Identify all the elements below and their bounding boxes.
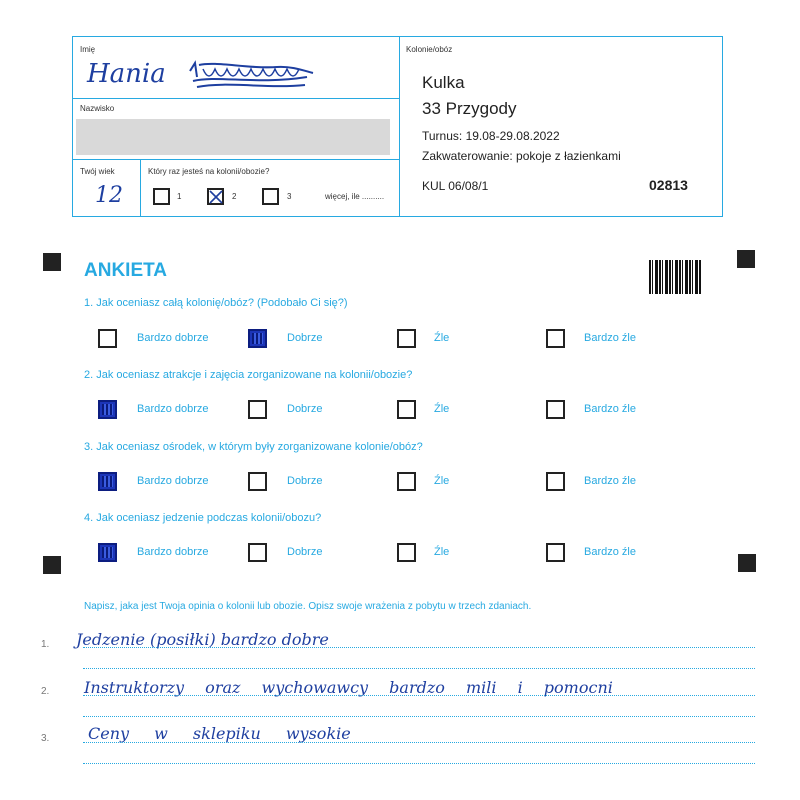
header-form (72, 36, 723, 217)
crossed-out-scribble-icon (187, 59, 317, 93)
header-divider-vertical (399, 37, 400, 216)
q4-option-2-checkbox[interactable] (248, 543, 267, 562)
age-value[interactable]: 12 (95, 183, 123, 208)
question-4-text: 4. Jak oceniasz jedzenie podczas kolonii/obozu? (84, 512, 322, 524)
q1-option-4-label: Bardzo źle (584, 332, 636, 344)
survey-title: ANKIETA (84, 260, 168, 281)
alignment-mark-bottom-right (738, 554, 756, 572)
q2-option-1-label: Bardzo dobrze (137, 403, 209, 415)
q1-option-1-label: Bardzo dobrze (137, 332, 209, 344)
header-divider-3 (140, 159, 141, 216)
q4-option-3-checkbox[interactable] (397, 543, 416, 562)
alignment-mark-bottom-left (43, 556, 61, 574)
header-divider-2 (73, 159, 399, 160)
times-checkbox-3[interactable] (262, 188, 279, 205)
opinion-line-1[interactable]: Jedzenie (posiłki) bardzo dobre (76, 630, 329, 649)
q4-option-4-label: Bardzo źle (584, 546, 636, 558)
opinion-prompt: Napisz, jaka jest Twoja opinia o kolonii lub obozie. Opisz swoje wrażenia z pobytu w trzech zdaniach. (84, 601, 532, 612)
opinion-line-3-number: 3. (41, 733, 50, 744)
opinion-line-2[interactable]: Instruktorzy oraz wychowawcy bardzo mili i pomocni (84, 678, 613, 697)
q1-option-4-checkbox[interactable] (546, 329, 565, 348)
camp-name: Kulka (422, 73, 465, 92)
opinion-line-2-number: 2. (41, 686, 50, 697)
q1-option-3-label: Źle (434, 332, 450, 344)
dotted-line (83, 716, 755, 717)
q2-option-2-checkbox[interactable] (248, 400, 267, 419)
times-more-label: więcej, ile .......... (325, 192, 385, 201)
dotted-line (83, 695, 755, 696)
q2-option-3-label: Źle (434, 403, 450, 415)
q4-option-1-label: Bardzo dobrze (137, 546, 209, 558)
q1-option-2-label: Dobrze (287, 332, 323, 344)
name-label: Imię (80, 45, 96, 54)
q3-option-1-label: Bardzo dobrze (137, 475, 209, 487)
camp-label: Kolonie/obóz (406, 45, 453, 54)
times-option-3: 3 (287, 192, 292, 201)
form-number: 02813 (649, 177, 688, 193)
barcode-icon (649, 260, 702, 294)
times-checkbox-2[interactable] (207, 188, 224, 205)
q4-option-1-checkbox[interactable] (98, 543, 117, 562)
q3-option-2-label: Dobrze (287, 475, 323, 487)
dotted-line (83, 647, 755, 648)
q3-option-4-checkbox[interactable] (546, 472, 565, 491)
times-label: Który raz jesteś na kolonii/obozie? (148, 167, 270, 176)
q2-option-4-checkbox[interactable] (546, 400, 565, 419)
cross-mark-icon (209, 190, 223, 204)
q2-option-1-checkbox[interactable] (98, 400, 117, 419)
q1-option-2-checkbox[interactable] (248, 329, 267, 348)
age-label: Twój wiek (80, 167, 115, 176)
times-checkbox-1[interactable] (153, 188, 170, 205)
q2-option-2-label: Dobrze (287, 403, 323, 415)
turnus-dates: Turnus: 19.08-29.08.2022 (422, 129, 560, 143)
q3-option-4-label: Bardzo źle (584, 475, 636, 487)
question-2-text: 2. Jak oceniasz atrakcje i zajęcia zorganizowane na kolonii/obozie? (84, 369, 413, 381)
opinion-line-1-number: 1. (41, 639, 50, 650)
question-1-text: 1. Jak oceniasz całą kolonię/obóz? (Podobało Ci się?) (84, 297, 348, 309)
question-3-text: 3. Jak oceniasz ośrodek, w którym były zorganizowane kolonie/obóz? (84, 441, 423, 453)
q3-option-2-checkbox[interactable] (248, 472, 267, 491)
name-value[interactable]: Hania (87, 59, 166, 89)
q4-option-4-checkbox[interactable] (546, 543, 565, 562)
surname-label: Nazwisko (80, 104, 115, 113)
q1-option-3-checkbox[interactable] (397, 329, 416, 348)
q3-option-1-checkbox[interactable] (98, 472, 117, 491)
q1-option-1-checkbox[interactable] (98, 329, 117, 348)
q3-option-3-checkbox[interactable] (397, 472, 416, 491)
alignment-mark-top-left (43, 253, 61, 271)
times-option-2: 2 (232, 192, 237, 201)
opinion-line-3[interactable]: Ceny w sklepiku wysokie (88, 724, 351, 743)
camp-code: KUL 06/08/1 (422, 179, 489, 193)
times-option-1: 1 (177, 192, 182, 201)
accommodation: Zakwaterowanie: pokoje z łazienkami (422, 149, 621, 163)
dotted-line (83, 668, 755, 669)
q2-option-4-label: Bardzo źle (584, 403, 636, 415)
alignment-mark-top-right (737, 250, 755, 268)
camp-program: 33 Przygody (422, 99, 517, 118)
header-divider-1 (73, 98, 399, 99)
q4-option-3-label: Źle (434, 546, 450, 558)
dotted-line (83, 763, 755, 764)
q3-option-3-label: Źle (434, 475, 450, 487)
q2-option-3-checkbox[interactable] (397, 400, 416, 419)
surname-redacted-field[interactable] (76, 119, 390, 155)
dotted-line (83, 742, 755, 743)
q4-option-2-label: Dobrze (287, 546, 323, 558)
